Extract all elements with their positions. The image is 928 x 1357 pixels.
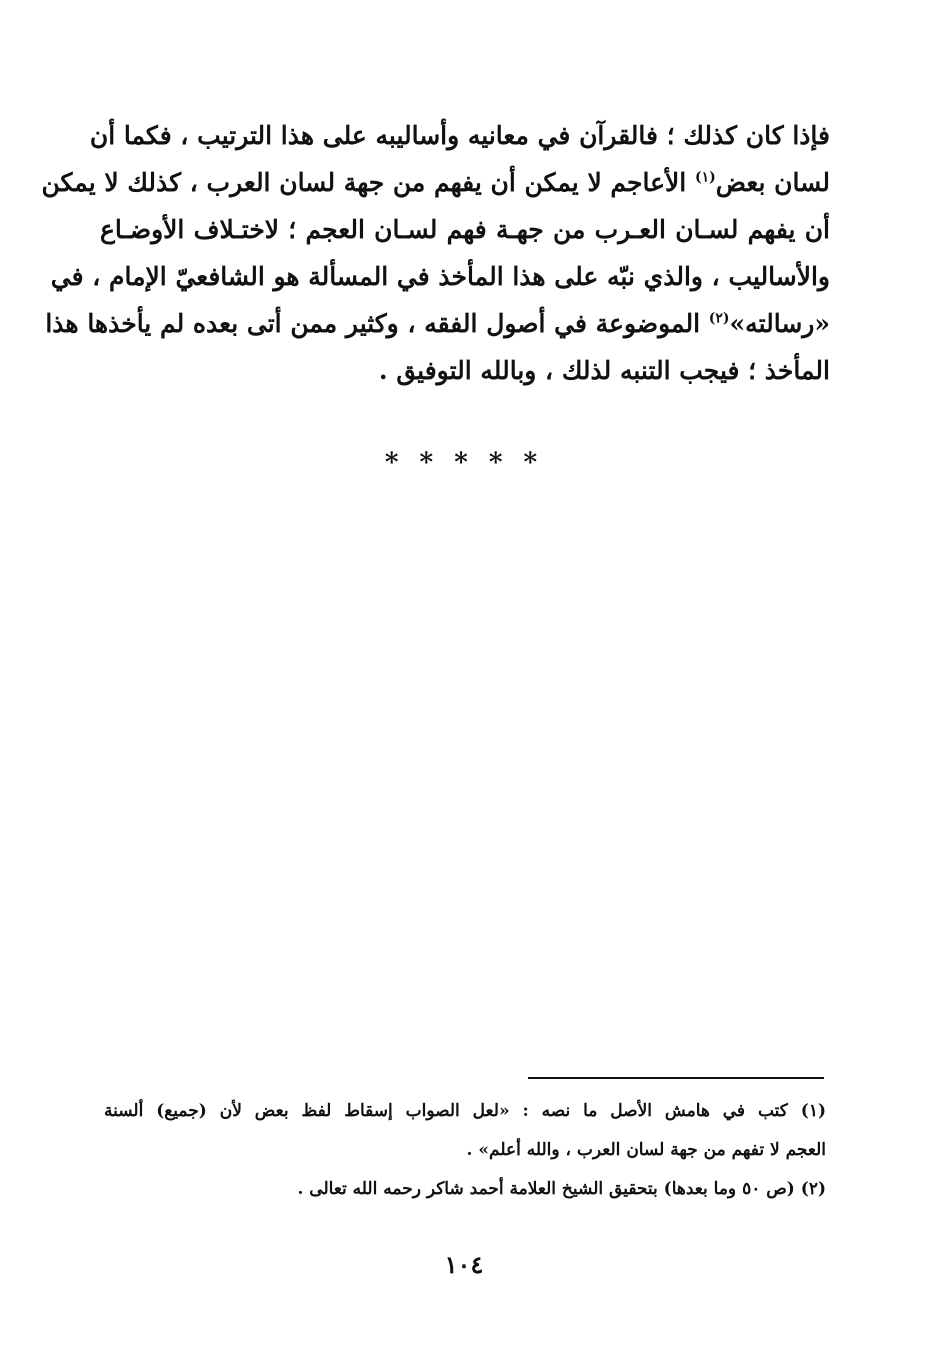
- text-line-2: [41, 159, 830, 206]
- page-number: ١٠٤: [444, 1250, 484, 1279]
- footnote-ref-2[interactable]: (٢): [708, 310, 730, 327]
- footnote-divider: [528, 1077, 824, 1079]
- footnote-1: [104, 1092, 826, 1170]
- text-line-5: [45, 300, 830, 347]
- text-line-5-start: «رسالته»: [729, 309, 830, 338]
- footnote-2: [104, 1170, 826, 1209]
- text-line-2-rest: الأعاجم لا يمكن أن يفهم من جهة لسان العرب ، كذلك لا يمكن: [41, 168, 687, 197]
- main-text: [41, 112, 830, 394]
- text-line-6: المأخذ ؛ فيجب التنبه لذلك ، وبالله التوفيق .: [378, 356, 830, 385]
- footnote-1-line-1: (١) كتب في هامش الأصل ما نصه : «لعل الصواب إسقاط لفظ بعض لأن (جميع) ألسنة: [104, 1101, 826, 1121]
- text-line-1: فإذا كان كذلك ؛ فالقرآن في معانيه وأساليبه على هذا الترتيب ، فكما أن: [89, 121, 830, 150]
- text-line-3: أن يفهم لسـان العـرب من جهـة فهم لسـان العجم ؛ لاختـلاف الأوضـاع: [100, 215, 830, 244]
- footnotes: [104, 1092, 826, 1209]
- text-line-2-start: لسان بعض: [715, 168, 830, 197]
- footnote-2-line-1: (٢) (ص ٥٠ وما بعدها) بتحقيق الشيخ العلامة أحمد شاكر رحمه الله تعالى .: [297, 1179, 826, 1199]
- footnote-1-line-2: العجم لا تفهم من جهة لسان العرب ، والله أعلم» .: [466, 1140, 826, 1160]
- text-line-5-rest: الموضوعة في أصول الفقه ، وكثير ممن أتى بعده لم يأخذها هذا: [45, 309, 701, 338]
- text-line-4: والأساليب ، والذي نبّه على هذا المأخذ في المسألة هو الشافعيّ الإمام ، في: [50, 262, 830, 291]
- section-separator: * * * * *: [384, 448, 544, 478]
- footnote-ref-1[interactable]: (١): [694, 169, 716, 186]
